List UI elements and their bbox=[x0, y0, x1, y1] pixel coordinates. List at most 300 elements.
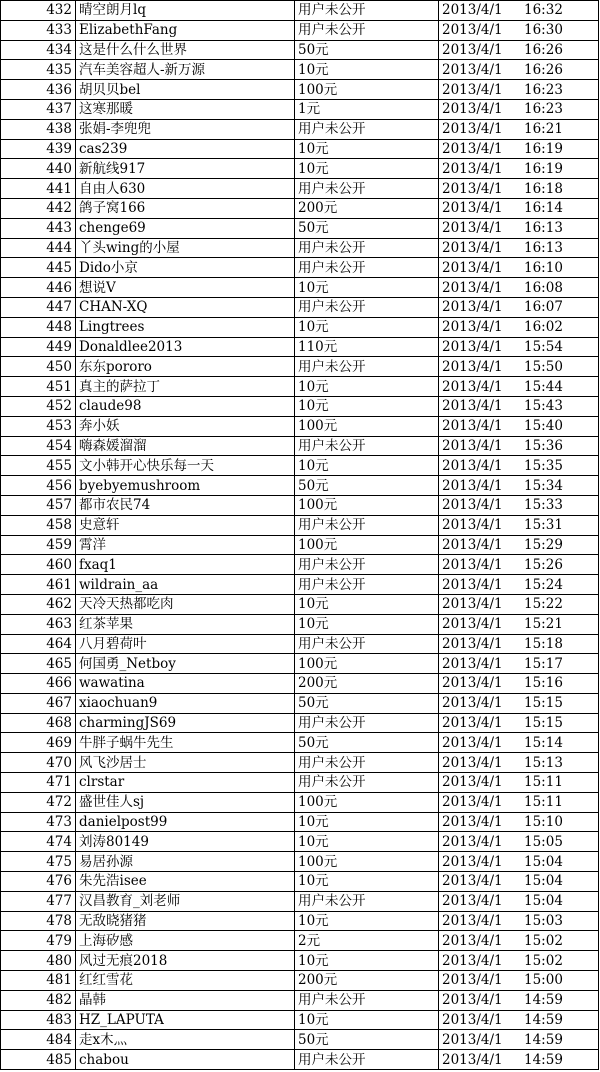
date-text: 2013/4/1 bbox=[442, 200, 503, 217]
amount-cell: 用户未公开 bbox=[295, 990, 439, 1010]
datetime-cell bbox=[439, 40, 599, 60]
time-text: 15:04 bbox=[524, 853, 563, 870]
time-text: 15:29 bbox=[524, 536, 563, 553]
row-number-cell: 441 bbox=[1, 179, 76, 199]
row-number-cell: 446 bbox=[1, 278, 76, 298]
table-row bbox=[1, 60, 599, 80]
datetime-cell bbox=[439, 60, 599, 80]
datetime-cell bbox=[439, 951, 599, 971]
datetime-cell bbox=[439, 971, 599, 991]
donor-name-cell: 盛世佳人sj bbox=[76, 792, 295, 812]
datetime-cell bbox=[439, 931, 599, 951]
amount-cell: 10元 bbox=[295, 377, 439, 397]
table-row bbox=[1, 911, 599, 931]
datetime-cell bbox=[439, 416, 599, 436]
time-text: 15:50 bbox=[524, 358, 563, 375]
datetime-cell bbox=[439, 99, 599, 119]
donor-name-cell: 牛胖子蜗牛先生 bbox=[76, 733, 295, 753]
datetime-cell bbox=[439, 713, 599, 733]
date-text: 2013/4/1 bbox=[442, 2, 503, 19]
amount-cell: 50元 bbox=[295, 1030, 439, 1050]
row-number-cell: 481 bbox=[1, 971, 76, 991]
datetime-cell bbox=[439, 674, 599, 694]
row-number-cell: 445 bbox=[1, 258, 76, 278]
row-number-cell: 483 bbox=[1, 1010, 76, 1030]
table-row bbox=[1, 575, 599, 595]
row-number-cell: 470 bbox=[1, 753, 76, 773]
row-number-cell: 474 bbox=[1, 832, 76, 852]
datetime-cell bbox=[439, 396, 599, 416]
datetime-cell bbox=[439, 832, 599, 852]
table-row bbox=[1, 515, 599, 535]
donor-name-cell: Donaldlee2013 bbox=[76, 337, 295, 357]
donor-name-cell: 汽车美容超人-新万源 bbox=[76, 60, 295, 80]
time-text: 15:21 bbox=[524, 616, 563, 633]
datetime-cell bbox=[439, 812, 599, 832]
table-row bbox=[1, 594, 599, 614]
date-text: 2013/4/1 bbox=[442, 437, 503, 454]
amount-cell: 用户未公开 bbox=[295, 1, 439, 21]
row-number-cell: 442 bbox=[1, 198, 76, 218]
row-number-cell: 443 bbox=[1, 218, 76, 238]
datetime-cell bbox=[439, 377, 599, 397]
donor-name-cell: 这是什么什么世界 bbox=[76, 40, 295, 60]
time-text: 16:23 bbox=[524, 81, 563, 98]
datetime-cell bbox=[439, 218, 599, 238]
amount-cell: 用户未公开 bbox=[295, 575, 439, 595]
date-text: 2013/4/1 bbox=[442, 160, 503, 177]
table-row bbox=[1, 159, 599, 179]
table-row bbox=[1, 218, 599, 238]
time-text: 15:18 bbox=[524, 635, 563, 652]
table-row bbox=[1, 773, 599, 793]
date-text: 2013/4/1 bbox=[442, 101, 503, 118]
date-text: 2013/4/1 bbox=[442, 616, 503, 633]
datetime-cell bbox=[439, 456, 599, 476]
time-text: 15:14 bbox=[524, 734, 563, 751]
table-row bbox=[1, 198, 599, 218]
table-row bbox=[1, 990, 599, 1010]
donor-name-cell: 晴空朗月lq bbox=[76, 1, 295, 21]
time-text: 15:02 bbox=[524, 952, 563, 969]
row-number-cell: 479 bbox=[1, 931, 76, 951]
date-text: 2013/4/1 bbox=[442, 794, 503, 811]
table-row bbox=[1, 1050, 599, 1070]
table-row bbox=[1, 931, 599, 951]
date-text: 2013/4/1 bbox=[442, 378, 503, 395]
time-text: 16:08 bbox=[524, 279, 563, 296]
table-row bbox=[1, 555, 599, 575]
date-text: 2013/4/1 bbox=[442, 655, 503, 672]
amount-cell: 1元 bbox=[295, 99, 439, 119]
table-row bbox=[1, 495, 599, 515]
time-text: 15:43 bbox=[524, 398, 563, 415]
donor-name-cell: 易居孙源 bbox=[76, 852, 295, 872]
donor-name-cell: 走x木灬 bbox=[76, 1030, 295, 1050]
row-number-cell: 436 bbox=[1, 80, 76, 100]
date-text: 2013/4/1 bbox=[442, 1031, 503, 1048]
date-text: 2013/4/1 bbox=[442, 833, 503, 850]
datetime-cell bbox=[439, 476, 599, 496]
datetime-cell bbox=[439, 159, 599, 179]
table-row bbox=[1, 674, 599, 694]
table-row bbox=[1, 872, 599, 892]
row-number-cell: 459 bbox=[1, 535, 76, 555]
datetime-cell bbox=[439, 891, 599, 911]
donor-name-cell: Dido小京 bbox=[76, 258, 295, 278]
amount-cell: 100元 bbox=[295, 495, 439, 515]
table-row bbox=[1, 317, 599, 337]
date-text: 2013/4/1 bbox=[442, 734, 503, 751]
amount-cell: 50元 bbox=[295, 693, 439, 713]
datetime-cell bbox=[439, 753, 599, 773]
donor-name-cell: HZ_LAPUTA bbox=[76, 1010, 295, 1030]
time-text: 16:13 bbox=[524, 239, 563, 256]
amount-cell: 10元 bbox=[295, 396, 439, 416]
time-text: 15:11 bbox=[524, 794, 563, 811]
date-text: 2013/4/1 bbox=[442, 695, 503, 712]
amount-cell: 200元 bbox=[295, 674, 439, 694]
row-number-cell: 484 bbox=[1, 1030, 76, 1050]
donor-name-cell: danielpost99 bbox=[76, 812, 295, 832]
date-text: 2013/4/1 bbox=[442, 477, 503, 494]
donor-name-cell: 汉昌教育_刘老师 bbox=[76, 891, 295, 911]
row-number-cell: 448 bbox=[1, 317, 76, 337]
row-number-cell: 472 bbox=[1, 792, 76, 812]
donor-name-cell: 霄洋 bbox=[76, 535, 295, 555]
row-number-cell: 482 bbox=[1, 990, 76, 1010]
amount-cell: 100元 bbox=[295, 535, 439, 555]
donor-name-cell: 张娟-李兜兜 bbox=[76, 119, 295, 139]
amount-cell: 2元 bbox=[295, 931, 439, 951]
date-text: 2013/4/1 bbox=[442, 259, 503, 276]
donation-table-body bbox=[1, 1, 599, 1070]
amount-cell: 10元 bbox=[295, 139, 439, 159]
time-text: 15:17 bbox=[524, 655, 563, 672]
time-text: 16:02 bbox=[524, 319, 563, 336]
donor-name-cell: cas239 bbox=[76, 139, 295, 159]
time-text: 16:26 bbox=[524, 61, 563, 78]
donor-name-cell: byebyemushroom bbox=[76, 476, 295, 496]
time-text: 16:26 bbox=[524, 41, 563, 58]
donor-name-cell: 史意轩 bbox=[76, 515, 295, 535]
table-row bbox=[1, 634, 599, 654]
time-text: 15:26 bbox=[524, 556, 563, 573]
datetime-cell bbox=[439, 179, 599, 199]
datetime-cell bbox=[439, 80, 599, 100]
amount-cell: 用户未公开 bbox=[295, 713, 439, 733]
table-row bbox=[1, 119, 599, 139]
row-number-cell: 480 bbox=[1, 951, 76, 971]
time-text: 15:13 bbox=[524, 754, 563, 771]
donor-name-cell: 丫头wing的小屋 bbox=[76, 238, 295, 258]
datetime-cell bbox=[439, 436, 599, 456]
time-text: 15:16 bbox=[524, 675, 563, 692]
donor-name-cell: 文小韩开心快乐每一天 bbox=[76, 456, 295, 476]
donor-name-cell: 新航线917 bbox=[76, 159, 295, 179]
date-text: 2013/4/1 bbox=[442, 635, 503, 652]
date-text: 2013/4/1 bbox=[442, 61, 503, 78]
datetime-cell bbox=[439, 773, 599, 793]
row-number-cell: 452 bbox=[1, 396, 76, 416]
amount-cell: 用户未公开 bbox=[295, 773, 439, 793]
date-text: 2013/4/1 bbox=[442, 814, 503, 831]
row-number-cell: 466 bbox=[1, 674, 76, 694]
date-text: 2013/4/1 bbox=[442, 1051, 503, 1068]
table-row bbox=[1, 80, 599, 100]
row-number-cell: 475 bbox=[1, 852, 76, 872]
donor-name-cell: 这寒那暖 bbox=[76, 99, 295, 119]
amount-cell: 100元 bbox=[295, 416, 439, 436]
date-text: 2013/4/1 bbox=[442, 239, 503, 256]
donor-name-cell: ElizabethFang bbox=[76, 20, 295, 40]
time-text: 16:18 bbox=[524, 180, 563, 197]
date-text: 2013/4/1 bbox=[442, 913, 503, 930]
datetime-cell bbox=[439, 575, 599, 595]
donor-name-cell: 天冷天热都吃肉 bbox=[76, 594, 295, 614]
amount-cell: 用户未公开 bbox=[295, 436, 439, 456]
row-number-cell: 478 bbox=[1, 911, 76, 931]
donor-name-cell: wawatina bbox=[76, 674, 295, 694]
datetime-cell bbox=[439, 297, 599, 317]
datetime-cell bbox=[439, 20, 599, 40]
table-row bbox=[1, 337, 599, 357]
time-text: 14:59 bbox=[524, 992, 563, 1009]
date-text: 2013/4/1 bbox=[442, 418, 503, 435]
donor-name-cell: 想说V bbox=[76, 278, 295, 298]
table-row bbox=[1, 179, 599, 199]
time-text: 16:21 bbox=[524, 121, 563, 138]
donor-name-cell: chabou bbox=[76, 1050, 295, 1070]
table-row bbox=[1, 456, 599, 476]
datetime-cell bbox=[439, 317, 599, 337]
amount-cell: 用户未公开 bbox=[295, 634, 439, 654]
amount-cell: 用户未公开 bbox=[295, 891, 439, 911]
time-text: 14:59 bbox=[524, 1051, 563, 1068]
amount-cell: 10元 bbox=[295, 594, 439, 614]
time-text: 16:23 bbox=[524, 101, 563, 118]
amount-cell: 50元 bbox=[295, 218, 439, 238]
time-text: 16:07 bbox=[524, 299, 563, 316]
datetime-cell bbox=[439, 238, 599, 258]
row-number-cell: 471 bbox=[1, 773, 76, 793]
date-text: 2013/4/1 bbox=[442, 220, 503, 237]
time-text: 15:33 bbox=[524, 497, 563, 514]
date-text: 2013/4/1 bbox=[442, 497, 503, 514]
datetime-cell bbox=[439, 515, 599, 535]
time-text: 16:32 bbox=[524, 2, 563, 19]
amount-cell: 50元 bbox=[295, 733, 439, 753]
datetime-cell bbox=[439, 119, 599, 139]
donor-name-cell: 上海矽感 bbox=[76, 931, 295, 951]
donor-name-cell: chenge69 bbox=[76, 218, 295, 238]
donor-name-cell: 风飞沙居士 bbox=[76, 753, 295, 773]
row-number-cell: 469 bbox=[1, 733, 76, 753]
amount-cell: 100元 bbox=[295, 80, 439, 100]
date-text: 2013/4/1 bbox=[442, 596, 503, 613]
table-row bbox=[1, 891, 599, 911]
datetime-cell bbox=[439, 911, 599, 931]
datetime-cell bbox=[439, 1010, 599, 1030]
time-text: 15:24 bbox=[524, 576, 563, 593]
row-number-cell: 449 bbox=[1, 337, 76, 357]
row-number-cell: 450 bbox=[1, 357, 76, 377]
amount-cell: 用户未公开 bbox=[295, 238, 439, 258]
row-number-cell: 454 bbox=[1, 436, 76, 456]
row-number-cell: 461 bbox=[1, 575, 76, 595]
datetime-cell bbox=[439, 872, 599, 892]
datetime-cell bbox=[439, 337, 599, 357]
table-row bbox=[1, 436, 599, 456]
donor-name-cell: 何国勇_Netboy bbox=[76, 654, 295, 674]
donor-name-cell: charmingJS69 bbox=[76, 713, 295, 733]
amount-cell: 200元 bbox=[295, 198, 439, 218]
time-text: 14:59 bbox=[524, 1012, 563, 1029]
time-text: 15:11 bbox=[524, 774, 563, 791]
datetime-cell bbox=[439, 654, 599, 674]
date-text: 2013/4/1 bbox=[442, 279, 503, 296]
date-text: 2013/4/1 bbox=[442, 893, 503, 910]
date-text: 2013/4/1 bbox=[442, 22, 503, 39]
table-row bbox=[1, 753, 599, 773]
time-text: 15:04 bbox=[524, 893, 563, 910]
row-number-cell: 433 bbox=[1, 20, 76, 40]
row-number-cell: 457 bbox=[1, 495, 76, 515]
date-text: 2013/4/1 bbox=[442, 675, 503, 692]
table-row bbox=[1, 99, 599, 119]
table-row bbox=[1, 1, 599, 21]
table-row bbox=[1, 1010, 599, 1030]
row-number-cell: 439 bbox=[1, 139, 76, 159]
table-row bbox=[1, 377, 599, 397]
donor-name-cell: 自由人630 bbox=[76, 179, 295, 199]
row-number-cell: 468 bbox=[1, 713, 76, 733]
row-number-cell: 447 bbox=[1, 297, 76, 317]
date-text: 2013/4/1 bbox=[442, 358, 503, 375]
time-text: 15:04 bbox=[524, 873, 563, 890]
time-text: 15:54 bbox=[524, 338, 563, 355]
date-text: 2013/4/1 bbox=[442, 121, 503, 138]
datetime-cell bbox=[439, 555, 599, 575]
amount-cell: 10元 bbox=[295, 911, 439, 931]
donor-name-cell: 晶韩 bbox=[76, 990, 295, 1010]
datetime-cell bbox=[439, 357, 599, 377]
row-number-cell: 455 bbox=[1, 456, 76, 476]
time-text: 15:03 bbox=[524, 913, 563, 930]
date-text: 2013/4/1 bbox=[442, 338, 503, 355]
row-number-cell: 476 bbox=[1, 872, 76, 892]
date-text: 2013/4/1 bbox=[442, 517, 503, 534]
amount-cell: 用户未公开 bbox=[295, 119, 439, 139]
datetime-cell bbox=[439, 852, 599, 872]
row-number-cell: 465 bbox=[1, 654, 76, 674]
donor-name-cell: 都市农民74 bbox=[76, 495, 295, 515]
table-row bbox=[1, 693, 599, 713]
amount-cell: 用户未公开 bbox=[295, 20, 439, 40]
table-row bbox=[1, 278, 599, 298]
table-row bbox=[1, 971, 599, 991]
row-number-cell: 435 bbox=[1, 60, 76, 80]
table-row bbox=[1, 852, 599, 872]
table-row bbox=[1, 614, 599, 634]
time-text: 15:35 bbox=[524, 457, 563, 474]
date-text: 2013/4/1 bbox=[442, 873, 503, 890]
row-number-cell: 456 bbox=[1, 476, 76, 496]
amount-cell: 10元 bbox=[295, 951, 439, 971]
date-text: 2013/4/1 bbox=[442, 715, 503, 732]
datetime-cell bbox=[439, 1030, 599, 1050]
time-text: 14:59 bbox=[524, 1031, 563, 1048]
table-row bbox=[1, 713, 599, 733]
row-number-cell: 464 bbox=[1, 634, 76, 654]
table-row bbox=[1, 1030, 599, 1050]
donor-name-cell: 红茶苹果 bbox=[76, 614, 295, 634]
donor-name-cell: 红红雪花 bbox=[76, 971, 295, 991]
date-text: 2013/4/1 bbox=[442, 140, 503, 157]
amount-cell: 100元 bbox=[295, 852, 439, 872]
row-number-cell: 463 bbox=[1, 614, 76, 634]
row-number-cell: 444 bbox=[1, 238, 76, 258]
amount-cell: 50元 bbox=[295, 40, 439, 60]
date-text: 2013/4/1 bbox=[442, 952, 503, 969]
time-text: 15:02 bbox=[524, 932, 563, 949]
table-row bbox=[1, 654, 599, 674]
datetime-cell bbox=[439, 495, 599, 515]
datetime-cell bbox=[439, 990, 599, 1010]
table-row bbox=[1, 416, 599, 436]
time-text: 15:31 bbox=[524, 517, 563, 534]
row-number-cell: 451 bbox=[1, 377, 76, 397]
time-text: 15:00 bbox=[524, 972, 563, 989]
amount-cell: 50元 bbox=[295, 476, 439, 496]
date-text: 2013/4/1 bbox=[442, 754, 503, 771]
table-row bbox=[1, 357, 599, 377]
donor-name-cell: 风过无痕2018 bbox=[76, 951, 295, 971]
donor-name-cell: CHAN-XQ bbox=[76, 297, 295, 317]
row-number-cell: 473 bbox=[1, 812, 76, 832]
donor-name-cell: 八月碧荷叶 bbox=[76, 634, 295, 654]
amount-cell: 10元 bbox=[295, 456, 439, 476]
date-text: 2013/4/1 bbox=[442, 41, 503, 58]
date-text: 2013/4/1 bbox=[442, 576, 503, 593]
time-text: 15:10 bbox=[524, 814, 563, 831]
donor-name-cell: xiaochuan9 bbox=[76, 693, 295, 713]
date-text: 2013/4/1 bbox=[442, 299, 503, 316]
donor-name-cell: 无敌晓猪猪 bbox=[76, 911, 295, 931]
donor-name-cell: 刘涛80149 bbox=[76, 832, 295, 852]
table-row bbox=[1, 139, 599, 159]
date-text: 2013/4/1 bbox=[442, 853, 503, 870]
donor-name-cell: wildrain_aa bbox=[76, 575, 295, 595]
table-row bbox=[1, 476, 599, 496]
amount-cell: 10元 bbox=[295, 812, 439, 832]
row-number-cell: 432 bbox=[1, 1, 76, 21]
datetime-cell bbox=[439, 792, 599, 812]
datetime-cell bbox=[439, 278, 599, 298]
amount-cell: 用户未公开 bbox=[295, 753, 439, 773]
time-text: 16:30 bbox=[524, 22, 563, 39]
datetime-cell bbox=[439, 258, 599, 278]
datetime-cell bbox=[439, 693, 599, 713]
donor-name-cell: clrstar bbox=[76, 773, 295, 793]
donor-name-cell: 奔小妖 bbox=[76, 416, 295, 436]
amount-cell: 100元 bbox=[295, 792, 439, 812]
amount-cell: 10元 bbox=[295, 1010, 439, 1030]
donor-name-cell: 胡贝贝bel bbox=[76, 80, 295, 100]
amount-cell: 10元 bbox=[295, 60, 439, 80]
datetime-cell bbox=[439, 1050, 599, 1070]
amount-cell: 用户未公开 bbox=[295, 515, 439, 535]
